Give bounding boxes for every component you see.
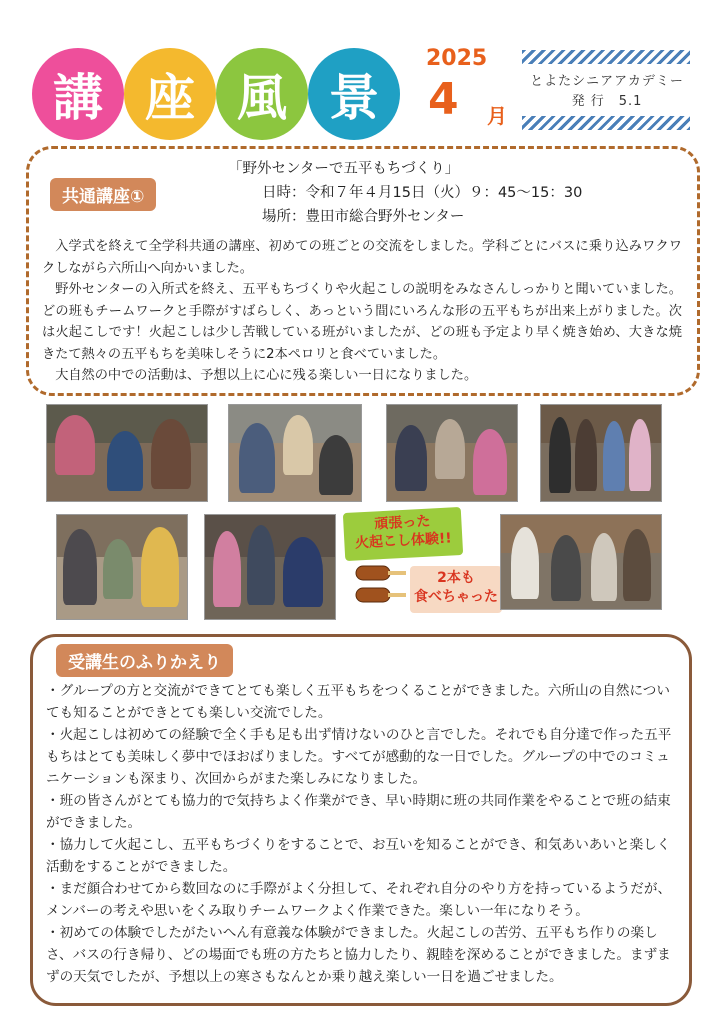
report-paragraph: 野外センターの入所式を終え、五平もちづくりや火起こしの説明をみなさんしっかりと聞いていました。どの班もチームワークと手際がすばらしく、あっという間にいろんな形の五平もちが出来上がりました。次は火起こしです！火起こしは少し苦戦している班がいましたが、どの班も予定より早く焼き始め、大きな焼きたて熱々の五平もちを美味しそうに2本ペロリと食べていました。 — [42, 282, 682, 362]
reflection-item: ・協力して火起こし、五平もちづくりをすることで、お互いを知ることができ、和気あいあいと楽しく活動をすることができました。 — [46, 837, 671, 875]
photo-fire-starting — [204, 514, 336, 620]
course-title: 「野外センターで五平もちづくり」 — [228, 161, 460, 177]
reflection-list — [46, 680, 678, 988]
report-paragraph: 入学式を終えて全学科共通の講座、初めての班ごとの交流をしました。学科ごとにバスに乗り込みワクワクしながら六所山へ向かいました。 — [42, 239, 682, 276]
header-stripes-bottom — [522, 116, 690, 130]
reflection-tag: 受講生のふりかえり — [56, 644, 233, 677]
course-report — [42, 236, 682, 387]
photo-mochi-making-3 — [386, 404, 518, 502]
issue-month: 4 — [428, 74, 459, 125]
course-date: 日時：令和７年４月15日（火）９：45～15：30 — [262, 185, 583, 201]
reflection-item: ・まだ顔合わせてから数回なのに手際がよく分担して、それぞれ自分のやり方を持っているようだが、メンバーの考えや思いをくみ取りチームワークよく作業できた。楽しい一年になりそう。 — [46, 881, 672, 919]
report-paragraph: 大自然の中での活動は、予想以上に心に残る楽しい一日になりました。 — [55, 368, 478, 383]
photo-shaping-mochi — [56, 514, 188, 620]
photo-mochi-making-1 — [46, 404, 208, 502]
reflection-item: ・グループの方と交流ができてとても楽しく五平もちをつくることができました。六所山の自然についても知ることができとても楽しい交流でした。 — [46, 683, 670, 721]
callout-fire: 頑張った 火起こし体験!! — [343, 507, 463, 561]
issue-year: 2025 — [426, 46, 488, 71]
title-char-2: 座 — [124, 48, 216, 140]
photo-group-standing — [540, 404, 662, 502]
course-place: 場所：豊田市総合野外センター — [262, 209, 465, 225]
callout-ate: 2本も 食べちゃった — [410, 566, 502, 613]
title-char-4: 景 — [308, 48, 400, 140]
photo-mochi-making-2 — [228, 404, 362, 502]
header-org — [514, 72, 700, 112]
header-stripes-top — [522, 50, 690, 64]
issue-info: 発 行 5.1 — [571, 94, 643, 109]
reflection-item: ・班の皆さんがとても協力的で気持ちよく作業ができ、早い時期に班の共同作業をやることで班の結束ができました。 — [46, 793, 671, 831]
title-char-3: 風 — [216, 48, 308, 140]
title-char-1: 講 — [32, 48, 124, 140]
reflection-item: ・初めての体験でしたがたいへん有意義な体験ができました。火起こしの苦労、五平もち作りの楽しさ、バスの行き帰り、どの場面でも班の方たちと協力したり、親睦を深めることができました。まずまずの天気でしたが、予想以上の寒さもなんとか乗り越え楽しい一日を過ごせました。 — [46, 925, 671, 985]
course-tag: 共通講座① — [50, 178, 156, 211]
org-name: とよたシニアアカデミー — [530, 74, 684, 89]
reflection-item: ・火起こしは初めての経験で全く手も足も出ず情けないのひと言でした。それでも自分達で作った五平もちはとても美味しく夢中でほおばりました。すべてが感動的な一日でした。グループの中でのコミュニケーションも深まり、次回からがまた楽しみになりました。 — [46, 727, 672, 787]
gohei-mochi-icon — [352, 560, 408, 608]
photo-eating-mochi — [500, 514, 662, 610]
month-label: 月 — [487, 104, 507, 128]
